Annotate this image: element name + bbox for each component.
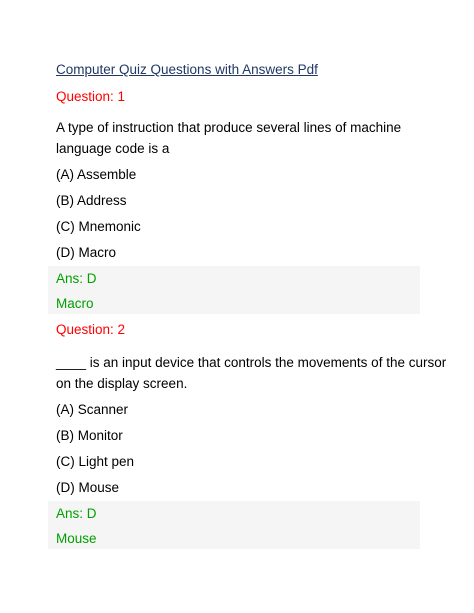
- question-1-option-c: (C) Mnemonic: [56, 219, 141, 234]
- question-1-answer: Ans: D: [56, 271, 97, 286]
- question-1-option-d: (D) Macro: [56, 245, 116, 260]
- question-1-option-b: (B) Address: [56, 193, 127, 208]
- question-2-option-d: (D) Mouse: [56, 480, 120, 495]
- question-2-label: Question: 2: [56, 322, 126, 337]
- question-2-option-c: (C) Light pen: [56, 454, 135, 469]
- question-2-answer: Ans: D: [56, 506, 97, 521]
- question-1-option-a: (A) Assemble: [56, 167, 137, 182]
- question-2-text-line-2: on the display screen.: [56, 376, 188, 391]
- question-2-answer-text: Mouse: [56, 531, 97, 546]
- question-1-text-line-2: language code is a: [56, 141, 170, 156]
- question-2-option-b: (B) Monitor: [56, 428, 123, 443]
- answer-2-highlight: [48, 501, 420, 549]
- question-1-label: Question: 1: [56, 89, 126, 104]
- question-2-text-line-1: ____ is an input device that controls the movements of the cursor: [56, 355, 447, 370]
- question-2-option-a: (A) Scanner: [56, 402, 129, 417]
- question-1-answer-text: Macro: [56, 296, 94, 311]
- document-title: Computer Quiz Questions with Answers Pdf: [56, 62, 318, 77]
- question-1-text-line-1: A type of instruction that produce several lines of machine: [56, 120, 402, 135]
- answer-1-highlight: [48, 266, 420, 314]
